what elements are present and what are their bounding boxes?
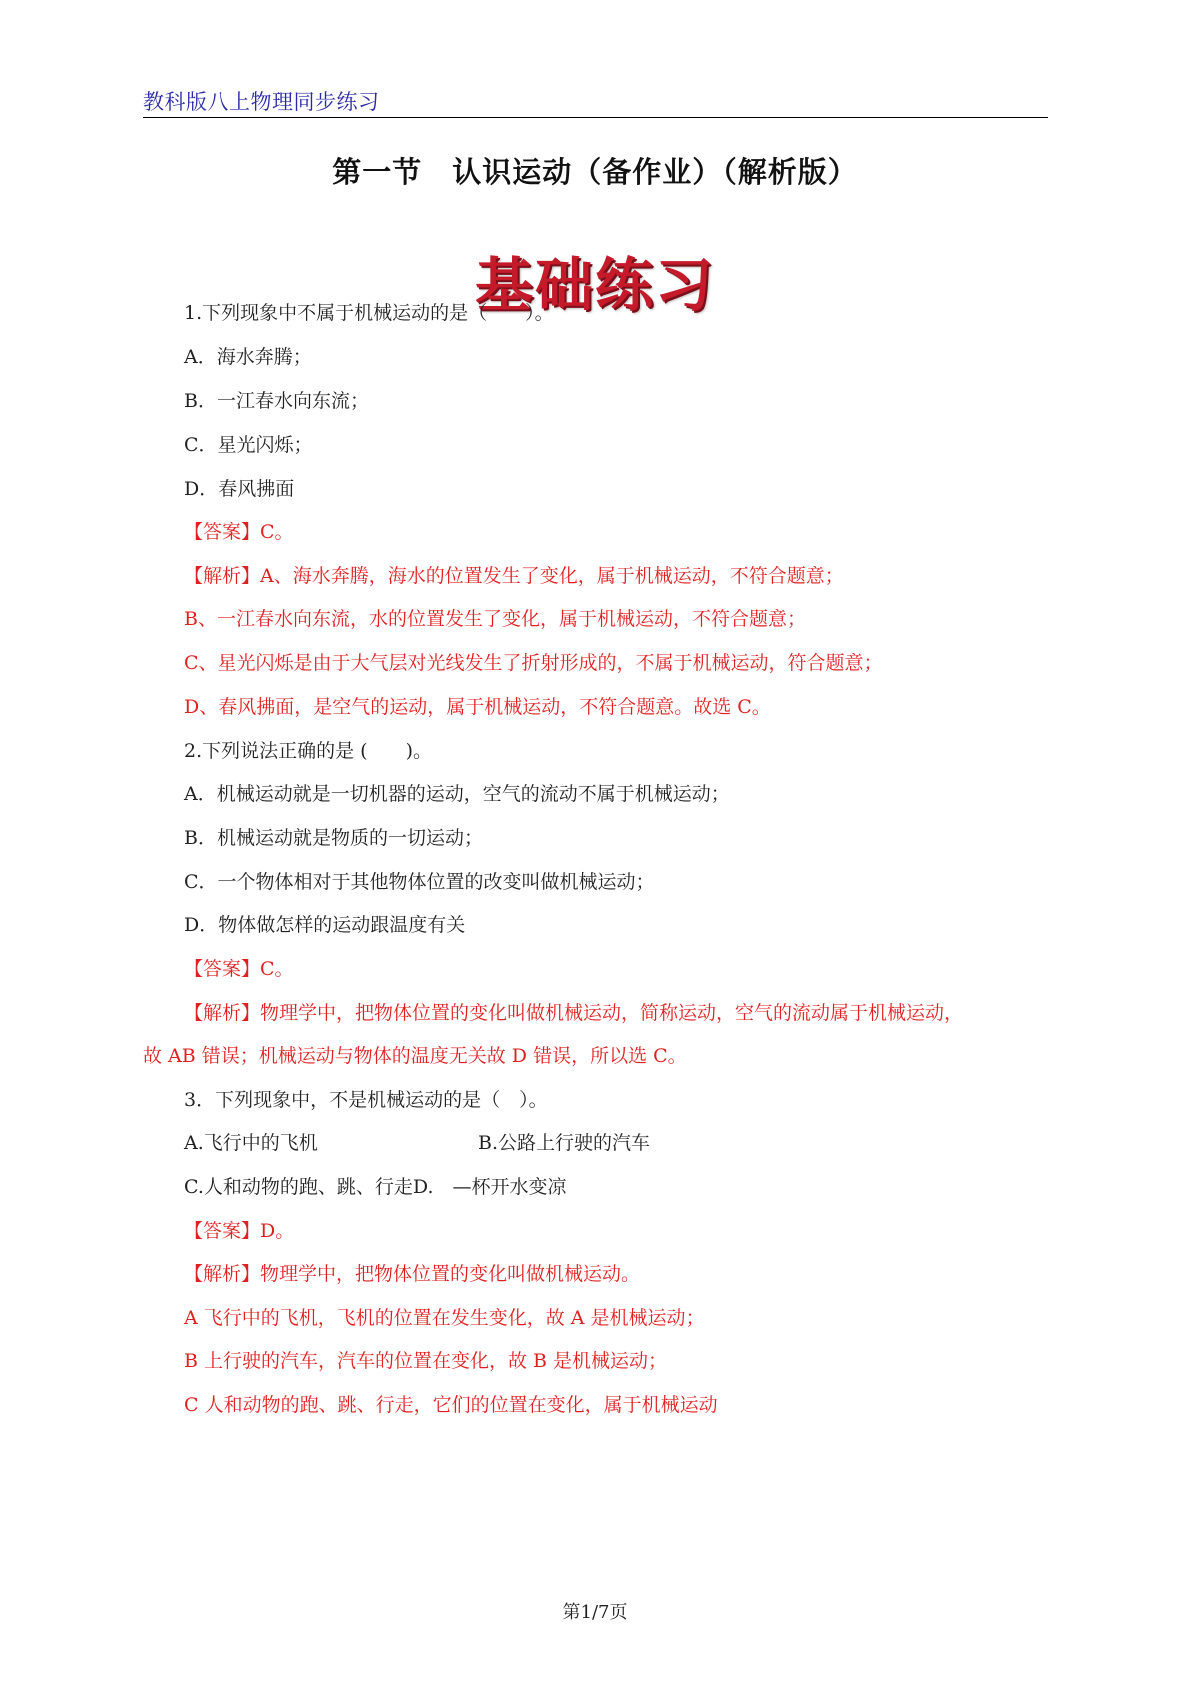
q2-option-b: B．机械运动就是物质的一切运动；	[184, 827, 483, 849]
q1-option-b: B．一江春水向东流；	[184, 390, 369, 412]
q1-answer: 【答案】C。	[184, 521, 294, 543]
q2-option-d: D．物体做怎样的运动跟温度有关	[184, 914, 466, 936]
q2-option-a: A．机械运动就是一切机器的运动，空气的流动不属于机械运动；	[184, 783, 730, 805]
page-title: 第一节 认识运动（备作业）（解析版）	[332, 155, 858, 189]
q3-option-b: B.公路上行驶的汽车	[478, 1132, 651, 1154]
q2-answer: 【答案】C。	[184, 958, 294, 980]
q3-analysis-1: 【解析】物理学中，把物体位置的变化叫做机械运动。	[184, 1263, 641, 1285]
q1-analysis-3: C、星光闪烁是由于大气层对光线发生了折射形成的，不属于机械运动，符合题意；	[184, 652, 883, 674]
q1-analysis-4: D、春风拂面，是空气的运动，属于机械运动，不符合题意。故选 C。	[184, 696, 771, 718]
q1-option-c: C．星光闪烁；	[184, 434, 313, 456]
q3-option-c: C.人和动物的跑、跳、行走	[184, 1176, 413, 1198]
q2-analysis-2: 故 AB 错误；机械运动与物体的温度无关故 D 错误，所以选 C。	[143, 1045, 687, 1067]
q3-analysis-3: B 上行驶的汽车，汽车的位置在变化，故 B 是机械运动；	[184, 1350, 668, 1372]
header-divider	[143, 117, 1048, 118]
q3-answer: 【答案】D。	[184, 1220, 295, 1242]
q1-option-a: A．海水奔腾；	[184, 346, 312, 368]
q3-analysis-4: C 人和动物的跑、跳、行走，它们的位置在变化，属于机械运动	[184, 1394, 718, 1416]
q3-option-d: D. —杯开水变凉	[412, 1176, 567, 1198]
q1-analysis-1: 【解析】A、海水奔腾，海水的位置发生了变化，属于机械运动，不符合题意；	[184, 565, 844, 587]
q1-option-d: D．春风拂面	[184, 478, 295, 500]
q3-option-row-2	[184, 1175, 567, 1199]
q2-analysis-1: 【解析】物理学中，把物体位置的变化叫做机械运动，简称运动，空气的流动属于机械运动，	[184, 1002, 964, 1024]
q2-stem: 2.下列说法正确的是 ( )。	[184, 740, 432, 762]
q3-option-row-1	[184, 1131, 318, 1155]
q2-option-c: C．一个物体相对于其他物体位置的改变叫做机械运动；	[184, 871, 655, 893]
page-number: 第1/7页	[562, 1602, 628, 1623]
q1-stem: 1.下列现象中不属于机械运动的是（ ）。	[184, 302, 554, 324]
q3-stem: 3．下列现象中，不是机械运动的是（ ）。	[184, 1089, 548, 1111]
q1-analysis-2: B、一江春水向东流，水的位置发生了变化，属于机械运动，不符合题意；	[184, 608, 806, 630]
section-title: 基础练习	[474, 251, 715, 319]
q3-option-a: A.飞行中的飞机	[184, 1132, 318, 1154]
q3-analysis-2: A 飞行中的飞机，飞机的位置在发生变化，故 A 是机械运动；	[184, 1307, 705, 1329]
header-text: 教科版八上物理同步练习	[143, 90, 380, 114]
